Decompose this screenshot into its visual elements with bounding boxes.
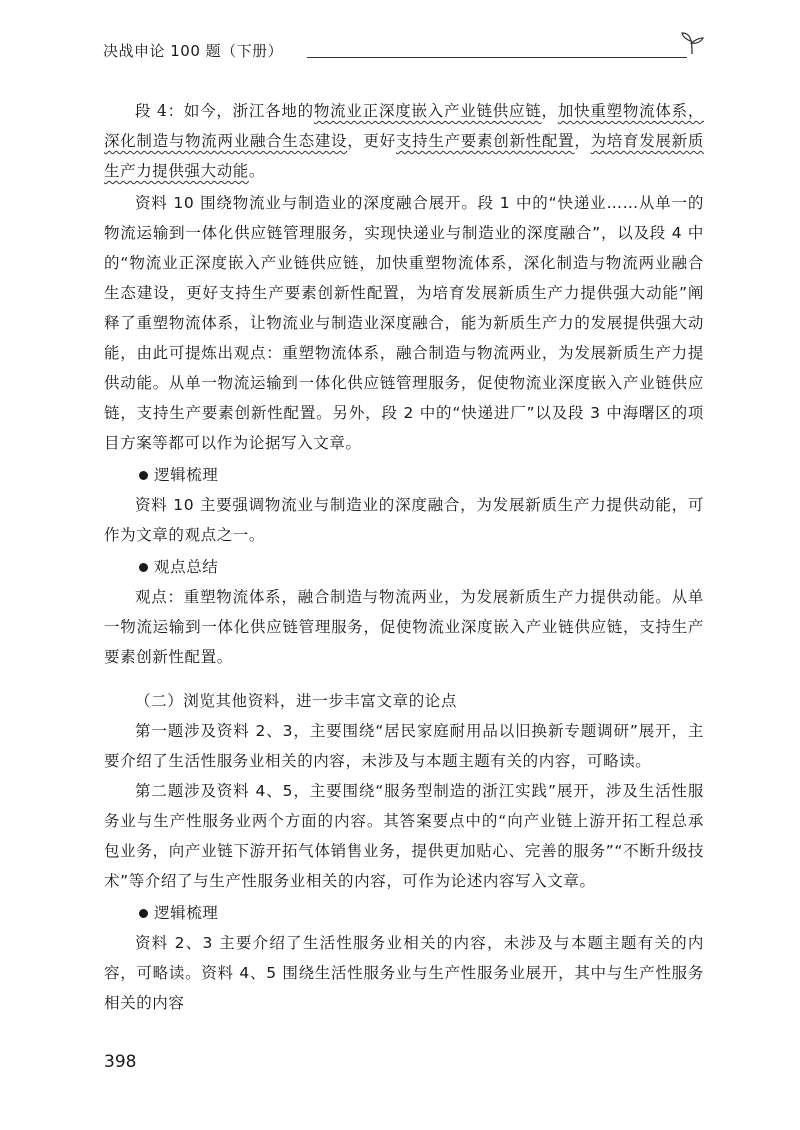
paragraph-summary: 观点：重塑物流体系，融合制造与物流两业，为发展新质生产力提供动能。从单一物流运输到一体化供应链管理服务，促使物流业深度嵌入产业链供应链，支持生产要素创新性配置。 bbox=[104, 588, 704, 666]
bullet-summary bbox=[104, 552, 704, 582]
paragraph-duan4 bbox=[104, 96, 704, 186]
book-title: 决战申论 100 题（下册） bbox=[103, 42, 284, 60]
duan4-mid-3: ， bbox=[574, 132, 591, 150]
duan4-underlined-2: 加快重塑物流体系，深化制造与物流两业融合生态建设 bbox=[104, 102, 704, 150]
page-body bbox=[104, 96, 704, 1018]
bullet-summary-label: 观点总结 bbox=[154, 558, 219, 576]
bullet-logic-2 bbox=[104, 898, 704, 928]
duan4-underlined-1: 物流业正深度嵌入产业链供应链 bbox=[313, 102, 542, 120]
duan4-underlined-4: 为培育发展新质生产力提供强大动能 bbox=[104, 132, 704, 180]
duan4-mid-1: ， bbox=[541, 102, 558, 120]
duan4-prefix: 段 4：如今，浙江各地的 bbox=[135, 102, 314, 120]
bullet-logic-2-label: 逻辑梳理 bbox=[154, 904, 219, 922]
bullet-dot-icon bbox=[139, 563, 148, 572]
bullet-logic-1-label: 逻辑梳理 bbox=[154, 466, 219, 484]
paragraph-logic-1: 资料 10 主要强调物流业与制造业的深度融合，为发展新质生产力提供动能，可作为文章的观点之一。 bbox=[104, 496, 704, 544]
duan4-mid-2: ，更好 bbox=[347, 132, 396, 150]
page-number: 398 bbox=[104, 1052, 137, 1072]
bullet-dot-icon bbox=[139, 909, 148, 918]
bullet-logic-1 bbox=[104, 460, 704, 490]
paragraph-topic-1: 第一题涉及资料 2、3，主要围绕“居民家庭耐用品以旧换新专题调研”展开，主要介绍了生活性服务业相关的内容，未涉及与本题主题有关的内容，可略读。 bbox=[104, 722, 704, 770]
paragraph-logic-2: 资料 2、3 主要介绍了生活性服务业相关的内容，未涉及与本题主题有关的内容，可略读。资料 4、5 围绕生活性服务业与生产性服务业展开，其中与生产性服务相关的内容 bbox=[104, 934, 704, 1012]
bullet-dot-icon bbox=[139, 471, 148, 480]
running-header bbox=[103, 40, 705, 66]
header-rule bbox=[307, 57, 687, 58]
sprout-icon bbox=[679, 30, 705, 56]
section-heading-2: （二）浏览其他资料，进一步丰富文章的论点 bbox=[135, 692, 458, 710]
duan4-suffix: 。 bbox=[248, 162, 266, 180]
paragraph-topic-2: 第二题涉及资料 4、5，主要围绕“服务型制造的浙江实践”展开，涉及生活性服务业与生产性服务业两个方面的内容。其答案要点中的“向产业链上游开拓工程总承包业务，向产业链下游开拓气体销售业务，提供更加贴心、完善的服务”“不断升级技术”等介绍了与生产性服务业相关的内容，可作为论述内容写入文章。 bbox=[104, 782, 704, 890]
paragraph-analysis-10: 资料 10 围绕物流业与制造业的深度融合展开。段 1 中的“快递业……从单一的物流运输到一体化供应链管理服务，实现快递业与制造业的深度融合”，以及段 4 中的“物流业正深度嵌入产业链供应链，加快重塑物流体系，深化制造与物流两业融合生态建设，更好支持生产要素创新性配置，为培育发展新质生产力提供强大动能”阐释了重塑物流体系，让物流业与制造业深度融合，能为新质生产力的发展提供强大动能，由此可提炼出观点：重塑物流体系，融合制造与物流两业，为发展新质生产力提供动能。从单一物流运输到一体化供应链管理服务，促使物流业深度嵌入产业链供应链，支持生产要素创新性配置。另外，段 2 中的“快递进厂”以及段 3 中海曙区的项目方案等都可以作为论据写入文章。 bbox=[104, 194, 704, 452]
duan4-underlined-3: 支持生产要素创新性配置 bbox=[395, 132, 575, 150]
